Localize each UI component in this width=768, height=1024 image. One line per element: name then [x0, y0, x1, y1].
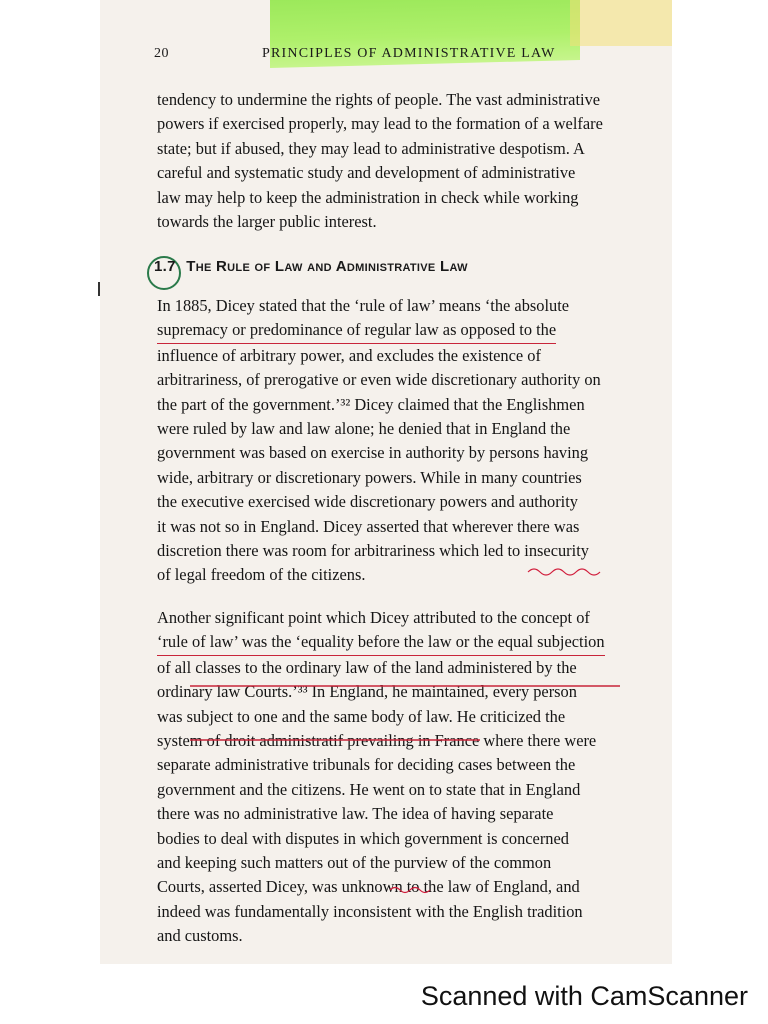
- text-line: wide, arbitrary or discretionary powers. While in many countries: [157, 467, 582, 487]
- text-line: state; but if abused, they may lead to administrative despotism. A: [157, 138, 585, 158]
- scanner-watermark: Scanned with CamScanner: [420, 981, 748, 1011]
- text-line-underlined: ‘rule of law’ was the ‘equality before the law or the equal subjection: [157, 630, 605, 655]
- text-line: tendency to undermine the rights of people. The vast administrative: [157, 90, 601, 109]
- text-line: arbitrariness, of prerogative or even wide discretionary authority on: [157, 370, 601, 390]
- text-line: government and the citizens. He went on to state that in England: [157, 779, 581, 799]
- text-line: of legal freedom of the citizens.: [157, 565, 366, 585]
- paragraph-3: [157, 606, 672, 949]
- text-line: towards the larger public interest.: [157, 212, 377, 232]
- text-line: and keeping such matters out of the purview of the common: [157, 853, 552, 873]
- text-line: In 1885, Dicey stated that the ‘rule of law’ means ‘the absolute: [157, 296, 570, 315]
- section-heading: [154, 258, 468, 275]
- text-line: influence of arbitrary power, and excludes the existence of: [157, 345, 541, 365]
- text-line: the executive exercised wide discretionary powers and authority: [157, 492, 578, 512]
- text-line: government was based on exercise in authority by persons having: [157, 443, 589, 463]
- paragraph-1: [157, 88, 672, 234]
- text-line: of all classes to the ordinary law of the land administered by the: [157, 657, 577, 677]
- text-line: Another significant point which Dicey attributed to the concept of: [157, 608, 590, 627]
- paragraph-2: [157, 294, 672, 588]
- text-line: separate administrative tribunals for deciding cases between the: [157, 755, 576, 775]
- page-number: 20: [154, 46, 169, 61]
- book-page: [100, 0, 672, 964]
- text-line: indeed was fundamentally inconsistent with the English tradition: [157, 901, 583, 921]
- text-line-underlined: supremacy or predominance of regular law as opposed to the: [157, 318, 556, 343]
- text-line: Courts, asserted Dicey, was unknown to the law of England, and: [157, 877, 580, 897]
- text-line: bodies to deal with disputes in which government is concerned: [157, 828, 569, 848]
- text-line: discretion there was room for arbitrariness which led to insecurity: [157, 541, 589, 561]
- text-line: there was no administrative law. The idea of having separate: [157, 804, 554, 824]
- text-line: powers if exercised properly, may lead to the formation of a welfare: [157, 114, 603, 134]
- margin-tick: [98, 282, 100, 296]
- text-line: it was not so in England. Dicey asserted that wherever there was: [157, 516, 580, 536]
- text-line: system of droit administratif prevailing in France where there were: [157, 731, 597, 751]
- text-line: careful and systematic study and development of administrative: [157, 163, 576, 183]
- sticky-note-yellow: [570, 0, 672, 46]
- text-line: law may help to keep the administration in check while working: [157, 187, 579, 207]
- section-number: 1.7: [154, 258, 176, 275]
- text-line: were ruled by law and law alone; he denied that in England the: [157, 419, 571, 439]
- text-line: was subject to one and the same body of law. He criticized the: [157, 706, 566, 726]
- text-line: ordinary law Courts.’³³ In England, he maintained, every person: [157, 682, 577, 702]
- text-line: and customs.: [157, 926, 243, 946]
- section-title: The Rule of Law and Administrative Law: [186, 258, 468, 275]
- running-title: PRINCIPLES OF ADMINISTRATIVE LAW: [262, 46, 556, 61]
- text-line: the part of the government.’³² Dicey claimed that the Englishmen: [157, 394, 585, 414]
